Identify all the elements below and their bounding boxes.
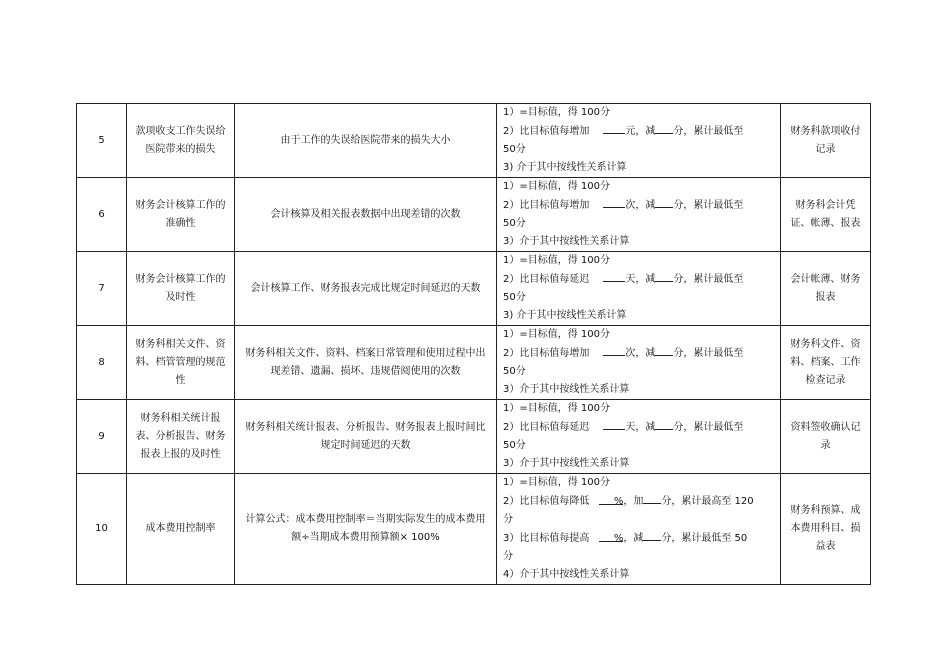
fill-blank xyxy=(643,529,661,541)
fill-blank xyxy=(655,344,673,356)
indicator-definition: 会计核算工作、财务报表完成比规定时间延迟的天数 xyxy=(235,252,497,326)
indicator-name: 财务科相关统计报表、分析报告、财务报表上报的及时性 xyxy=(127,400,235,474)
fill-blank xyxy=(603,418,625,430)
scoring-criteria xyxy=(497,326,781,400)
fill-blank xyxy=(603,196,625,208)
row-number: 8 xyxy=(77,326,127,400)
indicator-name: 财务科相关文件、资料、档管管理的规范性 xyxy=(127,326,235,400)
scoring-line: 2）比目标值每延迟 天，减 分，累计最低至 xyxy=(503,418,774,437)
scoring-line: 2）比目标值每延迟 天，减 分，累计最低至 xyxy=(503,270,774,289)
scoring-criteria xyxy=(497,474,781,585)
scoring-criteria xyxy=(497,104,781,178)
scoring-line: 分 xyxy=(503,551,513,562)
scoring-line: 3) 介于其中按线性关系计算 xyxy=(503,162,627,173)
scoring-criteria xyxy=(497,252,781,326)
data-source: 资料签收确认记录 xyxy=(781,400,871,474)
scoring-line: 50分 xyxy=(503,366,526,377)
scoring-line: 3）介于其中按线性关系计算 xyxy=(503,458,630,469)
row-number: 6 xyxy=(77,178,127,252)
indicator-definition: 会计核算及相关报表数据中出现差错的次数 xyxy=(235,178,497,252)
scoring-line: 50分 xyxy=(503,144,526,155)
indicator-name: 财务会计核算工作的及时性 xyxy=(127,252,235,326)
table-row xyxy=(77,252,871,326)
fill-blank xyxy=(655,270,673,282)
row-number: 10 xyxy=(77,474,127,585)
fill-blank xyxy=(655,418,673,430)
data-source: 财务科文件、资料、档案、工作检查记录 xyxy=(781,326,871,400)
scoring-line: 1）=目标值，得 100分 xyxy=(503,255,611,266)
kpi-table xyxy=(76,103,871,585)
scoring-line: 3）比目标值每提高 %，减 分，累计最低至 50 xyxy=(503,529,774,548)
scoring-line: 1）=目标值，得 100分 xyxy=(503,403,611,414)
indicator-name: 成本费用控制率 xyxy=(127,474,235,585)
scoring-line: 1）=目标值，得 100分 xyxy=(503,329,611,340)
table-row xyxy=(77,178,871,252)
data-source: 财务科会计凭证、帐薄、报表 xyxy=(781,178,871,252)
scoring-line: 50分 xyxy=(503,292,526,303)
data-source: 财务科预算、成本费用科目、损益表 xyxy=(781,474,871,585)
indicator-definition: 计算公式：成本费用控制率＝当期实际发生的成本费用额÷当期成本费用预算额× 100% xyxy=(235,474,497,585)
indicator-definition: 财务科相关统计报表、分析报告、财务报表上报时间比规定时间延迟的天数 xyxy=(235,400,497,474)
table-row xyxy=(77,474,871,585)
scoring-line: 1）=目标值，得 100分 xyxy=(503,181,611,192)
scoring-criteria xyxy=(497,400,781,474)
fill-blank: % xyxy=(599,530,623,542)
scoring-line: 3）介于其中按线性关系计算 xyxy=(503,236,630,247)
indicator-name: 款项收支工作失误给医院带来的损失 xyxy=(127,104,235,178)
fill-blank xyxy=(603,270,625,282)
row-number: 7 xyxy=(77,252,127,326)
table-row xyxy=(77,400,871,474)
scoring-line: 4）介于其中按线性关系计算 xyxy=(503,569,630,580)
scoring-line: 1）=目标值，得 100分 xyxy=(503,477,611,488)
fill-blank xyxy=(655,196,673,208)
indicator-definition: 财务科相关文件、资料、档案日常管理和使用过程中出现差错、遗漏、损坏、违规借阅使用的次数 xyxy=(235,326,497,400)
scoring-line: 2）比目标值每增加 次，减 分，累计最低至 xyxy=(503,196,774,215)
scoring-line: 3）介于其中按线性关系计算 xyxy=(503,384,630,395)
scoring-line: 分 xyxy=(503,514,513,525)
fill-blank: % xyxy=(599,493,623,505)
fill-blank xyxy=(603,344,625,356)
indicator-name: 财务会计核算工作的准确性 xyxy=(127,178,235,252)
fill-blank xyxy=(655,122,673,134)
data-source: 财务科款项收付记录 xyxy=(781,104,871,178)
table-row xyxy=(77,104,871,178)
scoring-line: 2）比目标值每增加 次，减 分，累计最低至 xyxy=(503,344,774,363)
scoring-line: 2）比目标值每增加 元，减 分，累计最低至 xyxy=(503,122,774,141)
fill-blank xyxy=(603,122,625,134)
scoring-criteria xyxy=(497,178,781,252)
scoring-line: 50分 xyxy=(503,218,526,229)
row-number: 9 xyxy=(77,400,127,474)
scoring-line: 2）比目标值每降低 %，加 分，累计最高至 120 xyxy=(503,492,774,511)
table-row xyxy=(77,326,871,400)
indicator-definition: 由于工作的失误给医院带来的损失大小 xyxy=(235,104,497,178)
scoring-line: 50分 xyxy=(503,440,526,451)
fill-blank xyxy=(643,492,661,504)
scoring-line: 3) 介于其中按线性关系计算 xyxy=(503,310,627,321)
scoring-line: 1）=目标值，得 100分 xyxy=(503,107,611,118)
data-source: 会计帐薄、财务报表 xyxy=(781,252,871,326)
row-number: 5 xyxy=(77,104,127,178)
